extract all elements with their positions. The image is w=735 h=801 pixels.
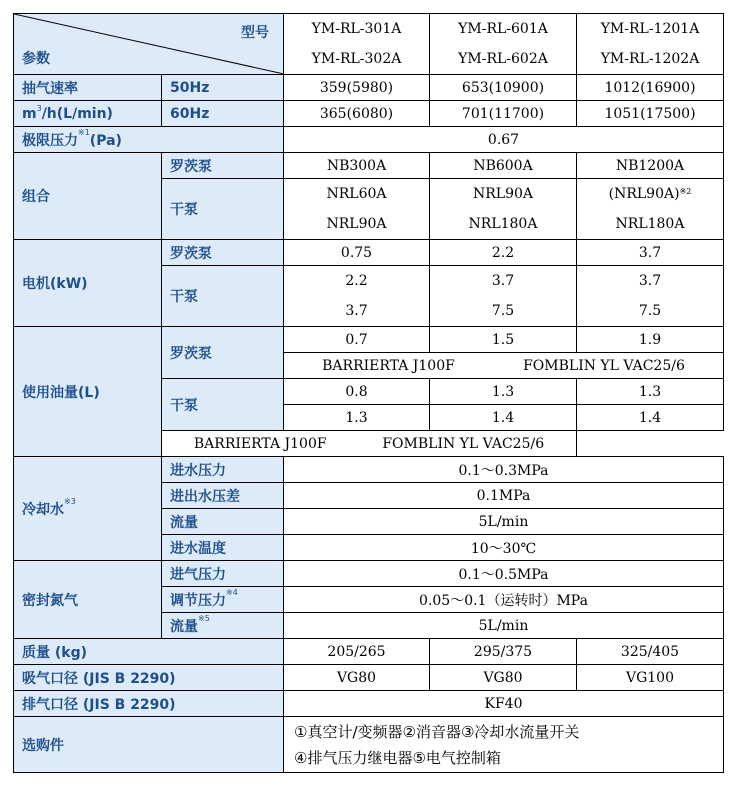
oil-dry-types: BARRIERTA J100F FOMBLIN YL VAC25/6 [162, 431, 577, 457]
oil-roots-2: 1.5 [430, 327, 577, 353]
outlet-label: 排气口径 (JIS B 2290) [14, 691, 284, 717]
n2-inlet-pressure-value: 0.1～0.5MPa [284, 561, 724, 587]
inlet-2: VG80 [430, 665, 577, 691]
pumping-speed-unit: $m^3/h(L/\min)$ [14, 101, 162, 127]
cooling-flow-label: 流量 [162, 509, 284, 535]
motor-roots-3: 3.7 [577, 240, 724, 266]
n2-inlet-pressure-label: 进气压力 [162, 561, 284, 587]
model-header-1: YM-RL-301A YM-RL-302A [284, 14, 430, 75]
oil-dry-1b: 1.3 [284, 405, 430, 431]
speed-60hz-2: 701(11700) [430, 101, 577, 127]
oil-roots-types: BARRIERTA J100F FOMBLIN YL VAC25/6 [284, 353, 724, 379]
motor-roots-2: 2.2 [430, 240, 577, 266]
param-label: 参数 [22, 51, 50, 67]
motor-roots-label: 罗茨泵 [162, 240, 284, 266]
motor-dry-2: 3.7 7.5 [430, 266, 577, 327]
options-value: ①真空计/变频器②消音器③冷却水流量开关 ④排气压力继电器⑤电气控制箱 [284, 717, 724, 773]
combination-dry-3: $(NRL90A)^{※2}$ NRL180A [577, 179, 724, 240]
combination-roots-1: NB300A [284, 153, 430, 179]
cooling-temp-label: 进水温度 [162, 535, 284, 561]
ultimate-pressure-label: 极限压力$^{※1}$(Pa) [14, 127, 284, 153]
oil-roots-3: 1.9 [577, 327, 724, 353]
cooling-temp-value: 10～30℃ [284, 535, 724, 561]
cooling-water-label: 冷却水$^{※3}$ [14, 457, 162, 561]
inlet-3: VG100 [577, 665, 724, 691]
spec-table [13, 13, 724, 773]
mass-label: 质量 (kg) [14, 639, 284, 665]
oil-label: 使用油量(L) [14, 327, 162, 457]
cooling-inlet-pressure-label: 进水压力 [162, 457, 284, 483]
combination-label: 组合 [14, 153, 162, 240]
cooling-flow-value: 5L/min [284, 509, 724, 535]
combination-roots-label: 罗茨泵 [162, 153, 284, 179]
motor-dry-label: 干泵 [162, 266, 284, 327]
oil-dry-2b: 1.4 [430, 405, 577, 431]
speed-50hz-1: 359(5980) [284, 75, 430, 101]
combination-roots-2: NB600A [430, 153, 577, 179]
model-header-3: YM-RL-1201A YM-RL-1202A [577, 14, 724, 75]
oil-dry-1a: 0.8 [284, 379, 430, 405]
combination-dry-2: NRL90A NRL180A [430, 179, 577, 240]
outlet-value: KF40 [284, 691, 724, 717]
motor-roots-1: 0.75 [284, 240, 430, 266]
n2-regulated-pressure-label: 调节压力$^{※4}$ [162, 587, 284, 613]
options-label: 选购件 [14, 717, 284, 773]
speed-50hz-3: 1012(16900) [577, 75, 724, 101]
oil-roots-1: 0.7 [284, 327, 430, 353]
model-label: 型号 [241, 25, 269, 41]
freq-60hz-label: 60Hz [162, 101, 284, 127]
speed-60hz-3: 1051(17500) [577, 101, 724, 127]
cooling-pressure-diff-value: 0.1MPa [284, 483, 724, 509]
combination-dry-label: 干泵 [162, 179, 284, 240]
inlet-1: VG80 [284, 665, 430, 691]
n2-flow-label: 流量$^{※5}$ [162, 613, 284, 639]
combination-dry-1: NRL60A NRL90A [284, 179, 430, 240]
freq-50hz-label: 50Hz [162, 75, 284, 101]
mass-2: 295/375 [430, 639, 577, 665]
combination-roots-3: NB1200A [577, 153, 724, 179]
speed-60hz-1: 365(6080) [284, 101, 430, 127]
mass-3: 325/405 [577, 639, 724, 665]
pumping-speed-label: 抽气速率 [14, 75, 162, 101]
cooling-inlet-pressure-value: 0.1～0.3MPa [284, 457, 724, 483]
inlet-label: 吸气口径 (JIS B 2290) [14, 665, 284, 691]
model-header-2: YM-RL-601A YM-RL-602A [430, 14, 577, 75]
motor-dry-3: 3.7 7.5 [577, 266, 724, 327]
ultimate-pressure-value: 0.67 [284, 127, 724, 153]
oil-dry-3b: 1.4 [577, 405, 724, 431]
cooling-pressure-diff-label: 进出水压差 [162, 483, 284, 509]
oil-dry-2a: 1.3 [430, 379, 577, 405]
mass-1: 205/265 [284, 639, 430, 665]
oil-dry-label: 干泵 [162, 379, 284, 431]
n2-regulated-pressure-value: 0.05～0.1（运转时）MPa [284, 587, 724, 613]
n2-flow-value: 5L/min [284, 613, 724, 639]
header-diagonal-cell [14, 14, 284, 75]
motor-dry-1: 2.2 3.7 [284, 266, 430, 327]
motor-label: 电机(kW) [14, 240, 162, 327]
oil-dry-3a: 1.3 [577, 379, 724, 405]
seal-nitrogen-label: 密封氮气 [14, 561, 162, 639]
oil-roots-label: 罗茨泵 [162, 327, 284, 379]
speed-50hz-2: 653(10900) [430, 75, 577, 101]
